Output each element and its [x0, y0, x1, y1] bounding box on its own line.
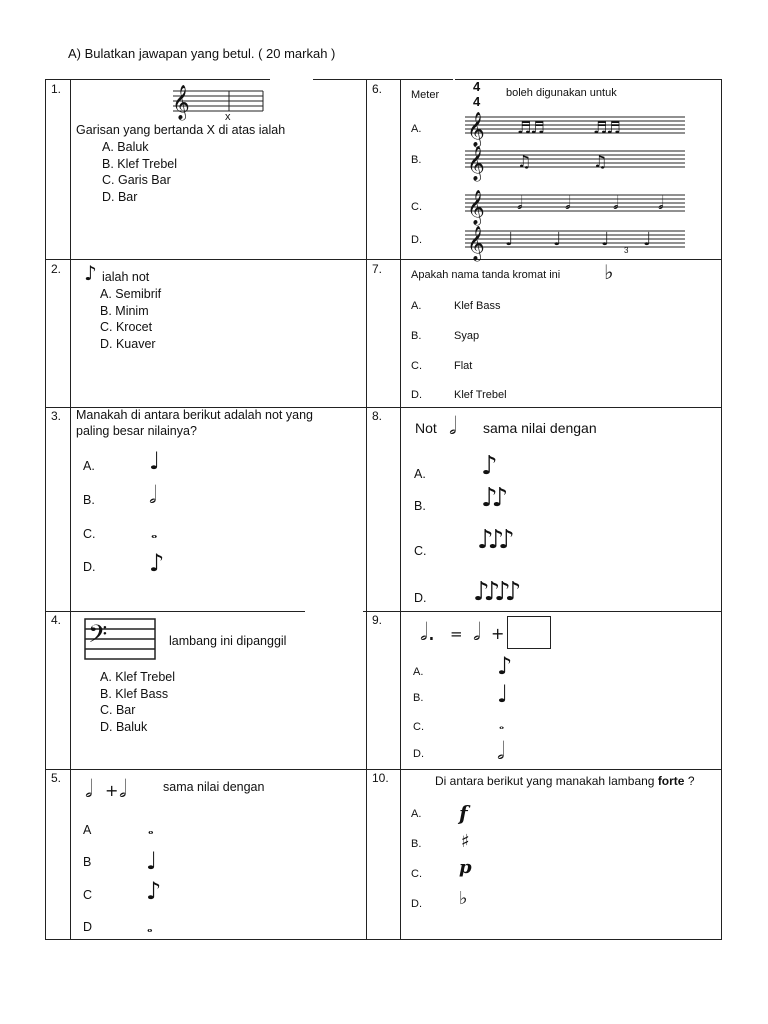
q7-label-c[interactable]: C.: [411, 360, 422, 372]
q3-number: 3.: [51, 409, 62, 423]
q6a-sixteenths-group-1: ♬♬: [517, 118, 544, 137]
q5-label-d[interactable]: D: [83, 920, 93, 934]
q5-label-c[interactable]: C: [83, 888, 93, 902]
q1-option-b[interactable]: B. Klef Trebel: [102, 156, 178, 171]
q4-option-b[interactable]: B. Klef Bass: [100, 686, 169, 701]
q8-minim-icon: 𝅗𝅥: [449, 412, 457, 440]
q9-quaver-icon-a: ♪: [497, 652, 513, 680]
piano-symbol-icon: p: [459, 857, 472, 878]
q6-label-c[interactable]: C.: [411, 201, 422, 213]
q4-option-a[interactable]: A. Klef Trebel: [100, 670, 176, 684]
minim-note-icon: 𝅗𝅥: [149, 481, 157, 509]
q8-number: 8.: [372, 409, 383, 423]
q4-bass-staff-image: [85, 619, 157, 661]
q4-option-c[interactable]: C. Bar: [100, 703, 136, 717]
q1-staff-image: [173, 85, 265, 121]
quaver-note-icon: ♪: [149, 549, 165, 577]
q5-minim-icon-2: 𝅗𝅥: [119, 775, 127, 803]
q6b-treble-clef-icon: 𝄞: [467, 146, 485, 181]
q9-plus-icon: +: [491, 624, 505, 643]
q10-label-b[interactable]: B.: [411, 838, 422, 850]
q3-label-c[interactable]: C.: [83, 527, 96, 541]
q6d-crotchet-1: ♩: [505, 229, 514, 250]
q6-time-sig-top: 4: [473, 79, 481, 94]
q9-answer-box[interactable]: [507, 616, 551, 649]
q2-option-c[interactable]: C. Krocet: [100, 320, 153, 334]
q6b-eighths-2: ♫: [593, 152, 608, 171]
q9-label-b[interactable]: B.: [413, 692, 424, 704]
treble-clef-icon: 𝄞: [172, 85, 190, 120]
q6-question: boleh digunakan untuk: [506, 87, 617, 99]
q5-crotchet-icon-b: ♩: [146, 847, 158, 875]
q5-quaver-icon-c: ♪: [146, 877, 162, 905]
q7-question: Apakah nama tanda kromat ini: [411, 269, 561, 281]
q3-question-line1: Manakah di antara berikut adalah not yang: [76, 408, 313, 422]
q9-semibreve-icon-c: 𝅝: [499, 718, 505, 733]
sharp-symbol-icon: ♯: [461, 831, 470, 852]
q3-question-line2: paling besar nilainya?: [76, 424, 197, 438]
q8-two-quavers-icon: ♪♪: [481, 483, 503, 513]
q9-label-a[interactable]: A.: [413, 666, 424, 678]
q4-options: [100, 669, 175, 735]
q9-label-c[interactable]: C.: [413, 721, 424, 733]
q10-question: [435, 774, 695, 788]
q8-question-pre: Not: [415, 420, 437, 436]
q1-option-a[interactable]: A. Baluk: [102, 140, 149, 154]
crotchet-note-icon: ♩: [149, 447, 161, 475]
q1-options: [102, 139, 177, 205]
q2-question: ialah not: [102, 270, 150, 284]
eighth-note-icon: ♪: [84, 261, 97, 285]
q10-question-main: Di antara berikut yang manakah lambang: [435, 774, 655, 788]
q4-question: lambang ini dipanggil: [169, 634, 287, 648]
q6c-minim-3: 𝅗𝅥: [613, 193, 619, 214]
q5-label-a[interactable]: A: [83, 823, 92, 837]
q8-label-c[interactable]: C.: [414, 544, 427, 558]
q5-semibreve-icon-a: 𝅝: [148, 822, 154, 838]
q6-label-a[interactable]: A.: [411, 123, 422, 135]
q10-number: 10.: [372, 771, 389, 785]
q6-rhythm-staves: [465, 109, 687, 259]
q8-label-d[interactable]: D.: [414, 591, 427, 605]
q9-minim-icon: 𝅗𝅥: [473, 618, 481, 646]
forte-symbol-icon: f: [459, 801, 468, 825]
q1-option-d[interactable]: D. Bar: [102, 189, 138, 204]
bass-clef-icon: 𝄢: [88, 620, 108, 655]
q7-label-b[interactable]: B.: [411, 330, 422, 342]
dotted-minim-icon: 𝅗𝅥.: [420, 618, 436, 646]
q7-option-a[interactable]: Klef Bass: [454, 300, 501, 312]
q7-label-d[interactable]: D.: [411, 389, 422, 401]
q2-option-a[interactable]: A. Semibrif: [100, 287, 162, 301]
flat-sign-icon: ♭: [604, 260, 614, 284]
q1-question: Garisan yang bertanda X di atas ialah: [76, 123, 286, 137]
q2-option-b[interactable]: B. Minim: [100, 303, 149, 318]
q10-label-c[interactable]: C.: [411, 868, 422, 880]
q6a-treble-clef-icon: 𝄞: [467, 112, 485, 147]
q6a-sixteenths-group-2: ♬♬: [593, 118, 620, 137]
q1-number: 1.: [51, 82, 62, 96]
q6-number: 6.: [372, 82, 383, 96]
q5-semibreve-icon-d: 𝅝: [147, 920, 153, 936]
q9-number: 9.: [372, 613, 383, 627]
q6-triplet-mark: 3: [624, 246, 629, 255]
q10-label-d[interactable]: D.: [411, 898, 422, 910]
flat-symbol-icon: ♭: [459, 888, 468, 909]
q8-label-a[interactable]: A.: [414, 467, 426, 481]
q6b-eighths-1: ♫: [517, 152, 532, 171]
q6c-minim-2: 𝅗𝅥: [565, 193, 571, 214]
q7-option-b[interactable]: Syap: [454, 330, 480, 342]
q6-label-b[interactable]: B.: [411, 154, 422, 166]
q4-number: 4.: [51, 613, 62, 627]
q9-crotchet-icon-b: ♩: [497, 680, 509, 708]
q6d-crotchet-4: ♩: [643, 229, 652, 250]
q6d-treble-clef-icon: 𝄞: [467, 226, 485, 261]
q5-number: 5.: [51, 771, 62, 785]
q5-minim-icon: 𝅗𝅥: [85, 775, 93, 803]
instruction-header: A) Bulatkan jawapan yang betul. ( 20 markah ): [68, 46, 336, 61]
q6d-crotchet-3: ♩: [601, 229, 610, 250]
q8-four-quavers-icon: ♪♪♪♪: [473, 577, 516, 607]
q6d-crotchet-2: ♩: [553, 229, 562, 250]
q4-option-d[interactable]: D. Baluk: [100, 719, 148, 734]
q6-label-d[interactable]: D.: [411, 234, 422, 246]
q5-question: sama nilai dengan: [163, 780, 265, 794]
q9-label-d[interactable]: D.: [413, 748, 424, 760]
q1-option-c[interactable]: C. Garis Bar: [102, 173, 171, 187]
q10-question-end: ?: [684, 774, 695, 788]
q3-label-a[interactable]: A.: [83, 459, 95, 473]
q1-x-mark: x: [225, 111, 231, 123]
q6-time-sig-bottom: 4: [473, 94, 481, 109]
q2-options: [100, 286, 161, 352]
semibreve-note-icon: 𝅝: [151, 523, 158, 542]
q3-label-b[interactable]: B.: [83, 493, 95, 507]
q8-three-quavers-icon: ♪♪♪: [477, 525, 509, 555]
q6c-minim-4: 𝅗𝅥: [658, 193, 664, 214]
question-table: [45, 79, 722, 940]
q2-number: 2.: [51, 262, 62, 276]
q7-option-d[interactable]: Klef Trebel: [454, 389, 507, 401]
q6c-treble-clef-icon: 𝄞: [467, 190, 485, 225]
q6-meter-label: Meter: [411, 89, 440, 101]
q10-question-bold: forte: [657, 774, 685, 788]
q5-label-b[interactable]: B: [83, 855, 92, 869]
q8-question-post: sama nilai dengan: [483, 420, 597, 436]
q7-number: 7.: [372, 262, 383, 276]
q10-label-a[interactable]: A.: [411, 808, 422, 820]
q8-one-quaver-icon: ♪: [481, 451, 498, 481]
q2-option-d[interactable]: D. Kuaver: [100, 336, 156, 351]
q3-label-d[interactable]: D.: [83, 560, 96, 574]
q7-option-c[interactable]: Flat: [454, 360, 473, 372]
plus-icon: +: [105, 781, 119, 800]
q8-label-b[interactable]: B.: [414, 499, 426, 513]
q7-label-a[interactable]: A.: [411, 300, 422, 312]
q6c-minim-1: 𝅗𝅥: [517, 193, 523, 214]
q9-minim-icon-d: 𝅗𝅥: [497, 737, 505, 765]
equals-icon: =: [450, 625, 463, 643]
